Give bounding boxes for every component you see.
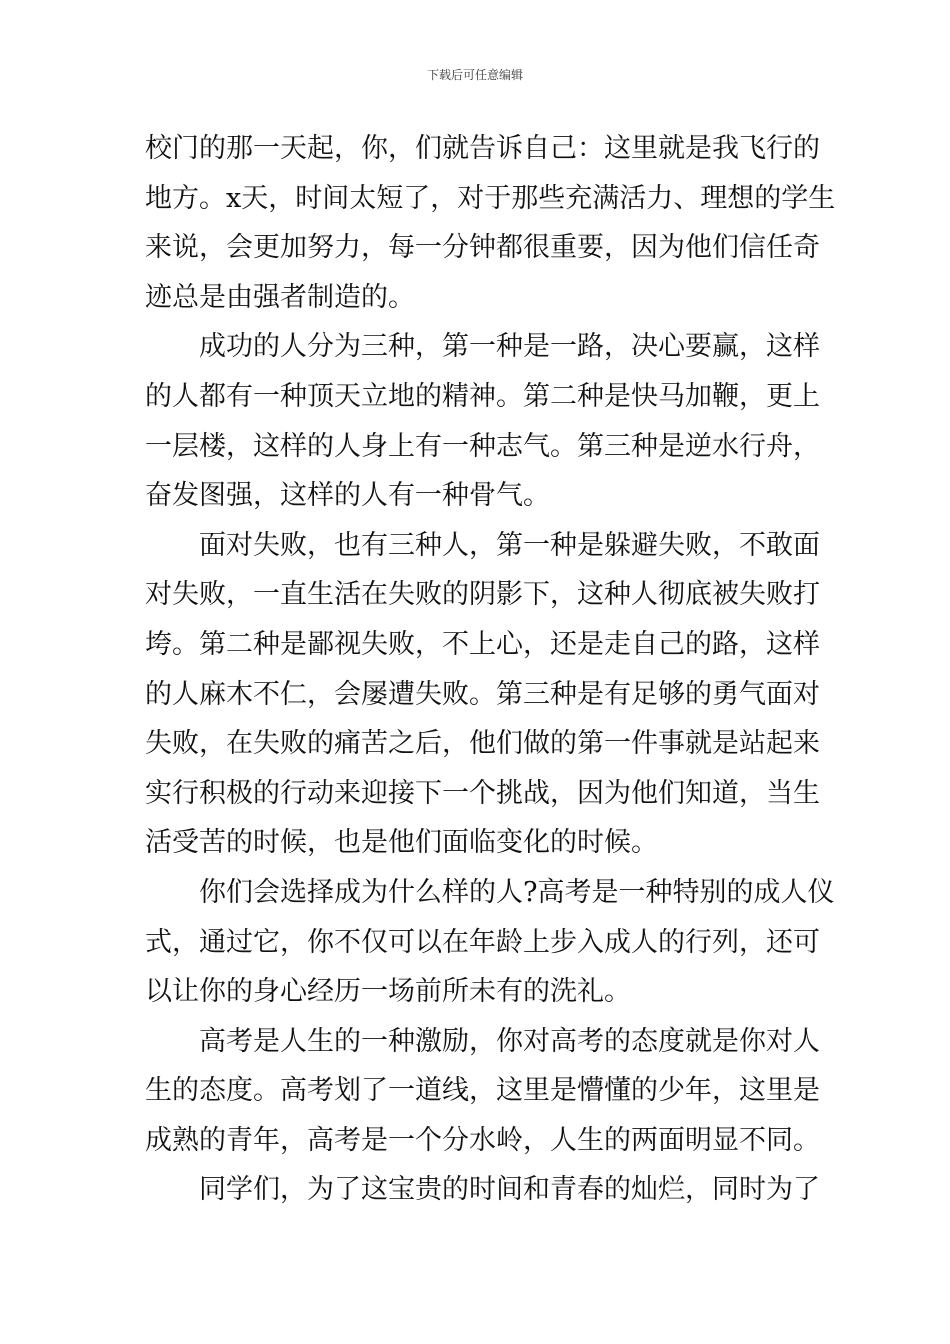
text-line: 生的态度。高考划了一道线，这里是懵懂的少年，这里是 [145,1075,820,1107]
page-header: 下载后可任意编辑 [426,68,523,82]
text-line: 垮。第二种是鄙视失败，不上心，还是走自己的路，这样 [145,628,820,660]
paragraph [145,868,835,1017]
paragraph [145,1165,820,1215]
text-line: 对失败，一直生活在失败的阴影下，这种人彻底被失败打 [145,579,820,611]
text-line: 迹总是由强者制造的。 [145,281,415,313]
text-line: 一层楼，这样的人身上有一种志气。第三种是逆水行舟， [145,430,820,462]
paragraph [145,521,820,868]
text-line: 面对失败，也有三种人，第一种是躲避失败，不敢面 [199,529,820,561]
text-line: 实行积极的行动来迎接下一个挑战，因为他们知道，当生 [145,777,820,809]
paragraph [145,1017,820,1166]
text-line: 奋发图强，这样的人有一种骨气。 [145,480,550,512]
text-line: 来说，会更加努力，每一分钟都很重要，因为他们信任奇 [145,232,820,264]
text-line: 同学们，为了这宝贵的时间和青春的灿烂，同时为了 [199,1174,820,1206]
paragraph [145,124,836,322]
text-line: 高考是人生的一种激励，你对高考的态度就是你对人 [199,1025,820,1057]
text-line: 活受苦的时候，也是他们面临变化的时候。 [145,827,658,859]
text-line: 式，通过它，你不仅可以在年龄上步入成人的行列，还可 [145,926,820,958]
text-line: 地方。x天，时间太短了，对于那些充满活力、理想的学生 [145,182,836,214]
text-line: 成功的人分为三种，第一种是一路，决心要赢，这样 [199,331,820,363]
paragraph [145,322,820,520]
text-line: 的人都有一种顶天立地的精神。第二种是快马加鞭，更上 [145,380,820,412]
text-line: 失败，在失败的痛苦之后，他们做的第一件事就是站起来 [145,728,820,760]
text-line: 你们会选择成为什么样的人?高考是一种特别的成人仪 [199,876,835,908]
text-line: 成熟的青年，高考是一个分水岭，人生的两面明显不同。 [145,1124,820,1156]
document-body [145,124,836,1215]
text-line: 以让你的身心经历一场前所未有的洗礼。 [145,976,631,1008]
text-line: 校门的那一天起，你，们就告诉自己：这里就是我飞行的 [145,133,820,164]
text-line: 的人麻木不仁，会屡遭失败。第三种是有足够的勇气面对 [145,678,820,710]
